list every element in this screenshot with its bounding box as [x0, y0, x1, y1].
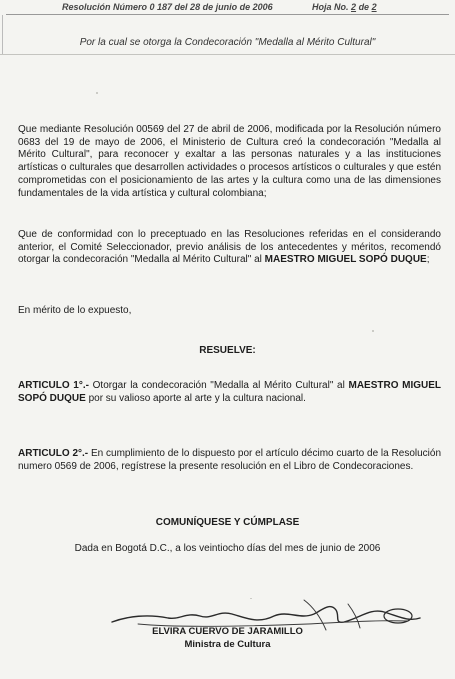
article-1-honoree: MAESTRO MIGUEL SOPÓ DUQUE [18, 380, 442, 404]
article-2-label: ARTICULO 2°.- [18, 448, 89, 459]
resolution-label: Resolución Número [62, 2, 148, 12]
header-rule [6, 14, 449, 15]
resuelve-heading: RESUELVE: [199, 345, 256, 356]
resolution-number-date: 0 187 del 28 de junio de 2006 [149, 2, 273, 12]
sheet-total: 2 [371, 2, 377, 12]
considering-paragraph-2 [18, 229, 441, 267]
sheet-label: Hoja No. [312, 2, 349, 12]
paragraph-2-text: Que de conformidad con lo preceptuado en las Resoluciones referidas en el considerando anterior, el Comité Seleccionador, previo análisis de los antecedentes y méritos, recomendó otorgar la condecoración "Medalla al Mérito Cultural" al [18, 229, 441, 266]
scan-speck [96, 92, 98, 94]
scan-speck [250, 598, 252, 599]
sheet-reference [312, 2, 377, 12]
article-2-text: En cumplimiento de lo dispuesto por el artículo décimo cuarto de la Resolución numero 0569 de 2006, regístrese la presente resolución en el Libro de Condecoraciones. [18, 448, 442, 472]
closing-heading: COMUNÍQUESE Y CÚMPLASE [155, 517, 300, 528]
subtitle-rule [0, 54, 455, 55]
article-1-rest: por su valioso aporte al arte y la cultura nacional. [88, 392, 306, 404]
article-1-label: ARTICULO 1°.- [18, 380, 89, 391]
page-edge [2, 15, 3, 55]
article-1 [18, 380, 441, 405]
document-subtitle: Por la cual se otorga la Condecoración "Medalla al Mérito Cultural" [79, 37, 376, 48]
article-2 [18, 448, 441, 473]
dated-line: Dada en Bogotá D.C., a los veintiocho días del mes de junio de 2006 [74, 543, 381, 554]
merit-paragraph: En mérito de lo expuesto, [18, 305, 132, 316]
article-1-text: Otorgar la condecoración "Medalla al Mérito Cultural" al [92, 380, 345, 391]
honoree-name: MAESTRO MIGUEL SOPÓ DUQUE [264, 254, 427, 266]
signer-title: Ministra de Cultura [184, 639, 271, 650]
document-header [0, 0, 455, 14]
resolution-reference [62, 2, 273, 12]
sheet-current: 2 [351, 2, 357, 12]
signer-name: ELVIRA CUERVO DE JARAMILLO [152, 626, 303, 637]
scan-speck [372, 330, 374, 332]
paragraph-2-end: ; [426, 254, 430, 266]
considering-paragraph-1: Que mediante Resolución 00569 del 27 de abril de 2006, modificada por la Resolución número 0683 del 19 de mayo de 2006, el Ministerio de Cultura creó la condecoración "Medalla al Mérito Cultural", para reconocer y exaltar a las personas naturales y a las instituciones artísticas o culturales que desarrollen actividades o procesos artísticos o culturales y que estén comprometidas con el posicionamiento de las artes y la cultura como una de las dimensiones fundamentales de la vida artística y cultural colombiana; [18, 124, 441, 199]
sheet-of: de [358, 2, 370, 12]
